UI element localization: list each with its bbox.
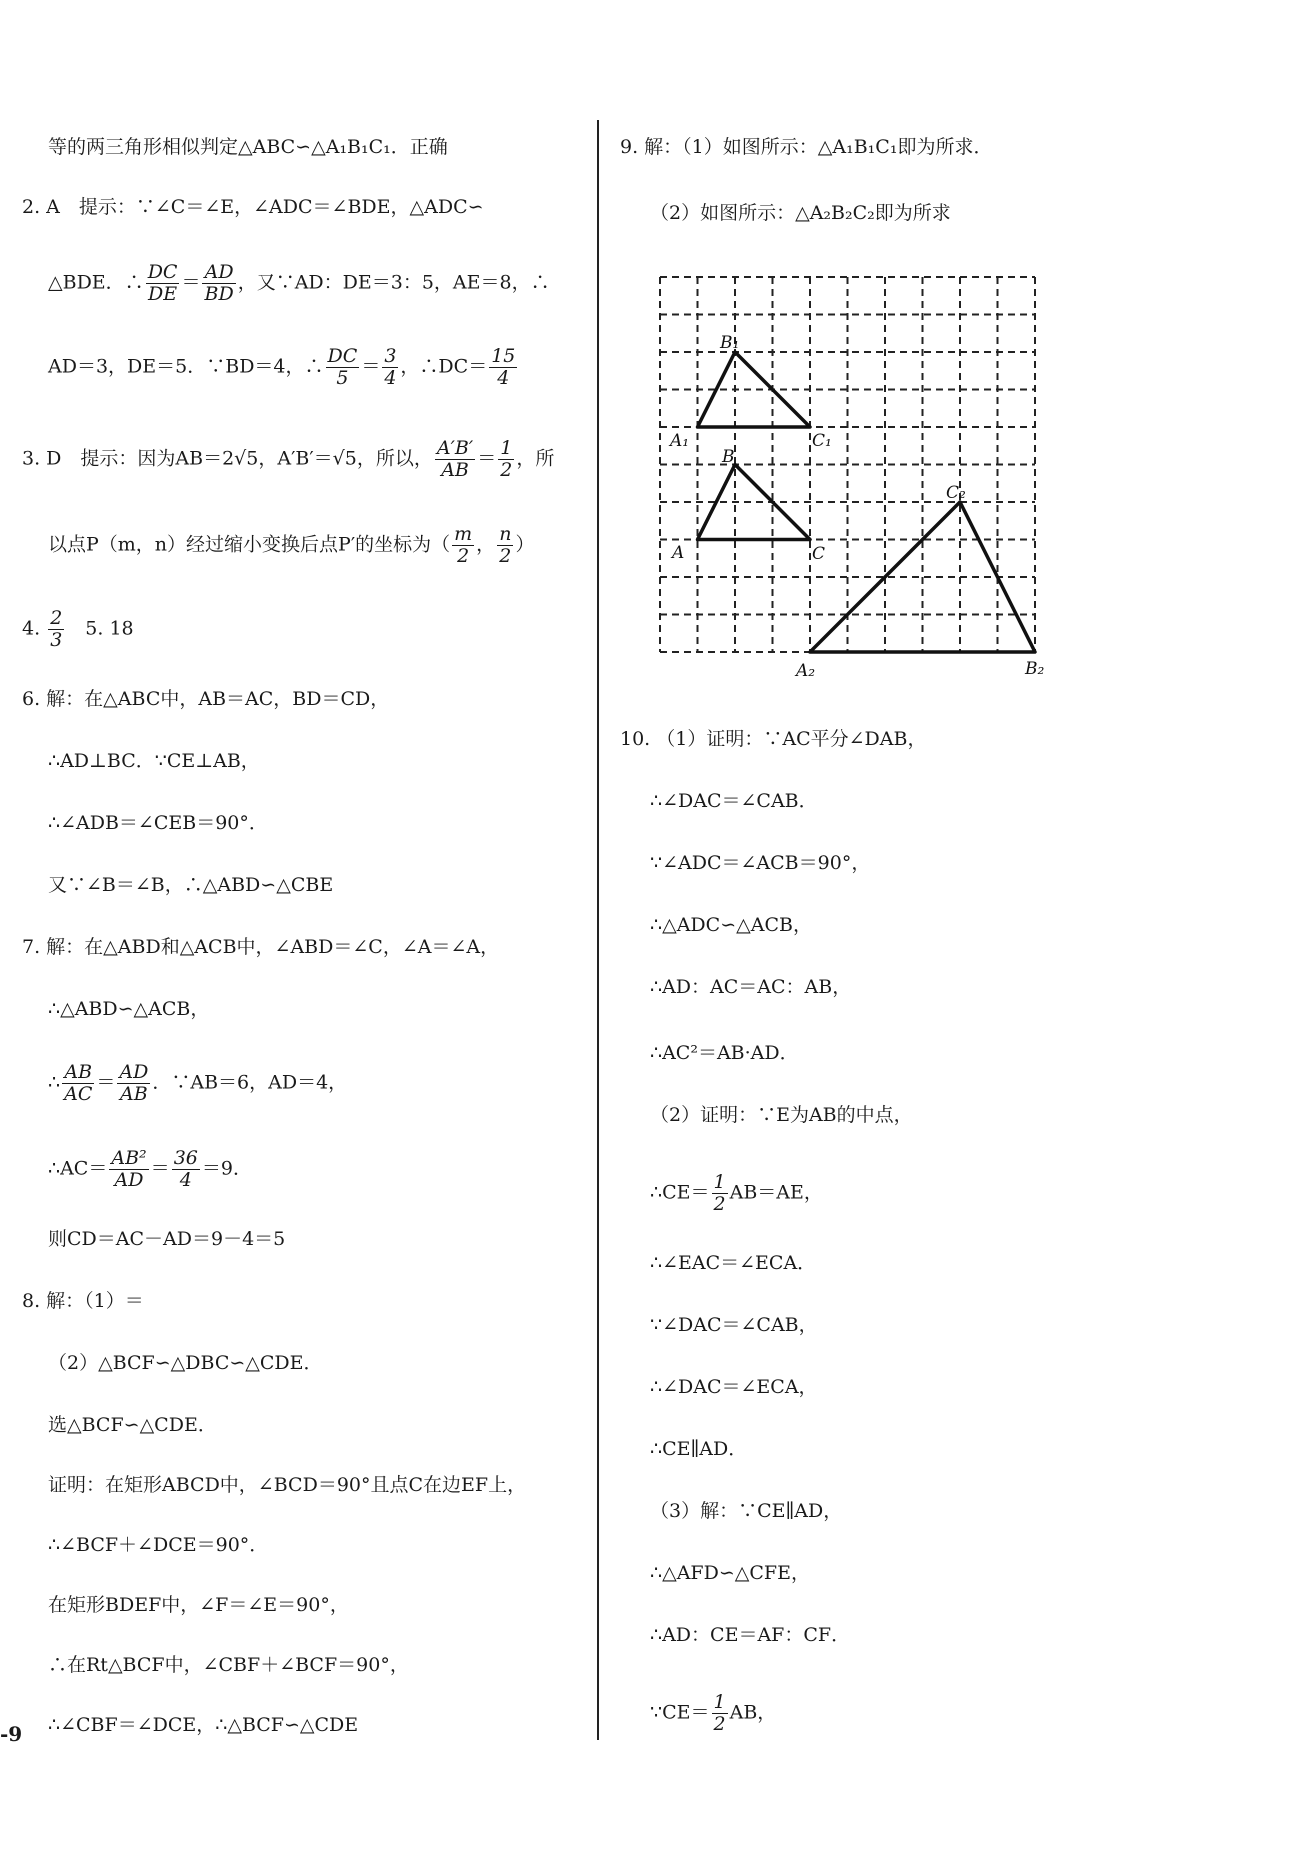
- q10-line-8: ∴CE＝ $\frac{1}{2}$ AB＝AE，: [650, 1171, 823, 1215]
- page-number: -9: [0, 1722, 23, 1746]
- q10-line-13: （3）解：∵CE∥AD，: [650, 1500, 843, 1522]
- label-a1: A₁: [670, 431, 690, 451]
- q10-line-1: 10. （1）证明：∵AC平分∠DAB，: [620, 728, 927, 750]
- q7-line-4: ∴AC＝ $\frac{\text{AB²}}{AD}$ ＝ $\frac{36}{4}$ ＝9．: [48, 1147, 252, 1191]
- fraction: $\frac{2}{3}$: [50, 607, 63, 651]
- text-line: 等的两三角形相似判定△ABC∽△A₁B₁C₁．正确: [48, 136, 448, 158]
- q2-line-2: △BDE．∴ $\frac{DC}{DE}$ ＝ $\frac{AD}{BD}$ ，又∵AD：DE＝3：5，AE＝8，∴: [48, 261, 550, 305]
- fraction: $\frac{m}{2}$: [454, 523, 473, 567]
- q8-line-1: 8. 解：（1）＝: [22, 1290, 144, 1312]
- q2-line-3: AD＝3，DE＝5．∵BD＝4，∴ $\frac{DC}{5}$ ＝ $\frac{3}{4}$ ，∴DC＝ $\frac{15}{4}$: [48, 345, 516, 389]
- q8-line-2: （2）△BCF∽△DBC∽△CDE．: [48, 1352, 323, 1374]
- q8-line-5: ∴∠BCF＋∠DCE＝90°．: [48, 1534, 269, 1556]
- fraction: $\frac{3}{4}$: [384, 345, 397, 389]
- q10-line-14: ∴△AFD∽△CFE，: [650, 1562, 810, 1584]
- label-c: C: [812, 544, 826, 564]
- q2-line-1: 2. A 提示：∵∠C＝∠E，∠ADC＝∠BDE，△ADC∽: [22, 196, 484, 218]
- label-a: A: [672, 543, 685, 563]
- fraction: $\frac{1}{2}$: [713, 1691, 726, 1735]
- q10-line-10: ∵∠DAC＝∠CAB，: [650, 1314, 818, 1336]
- q7-line-2: ∴△ABD∽△ACB，: [48, 998, 210, 1020]
- q8-line-8: ∴∠CBF＝∠DCE，∴△BCF∽△CDE: [48, 1714, 359, 1736]
- label-b2: B₂: [1025, 659, 1045, 679]
- q10-line-6: ∴AC²＝AB·AD．: [650, 1042, 799, 1064]
- label-c2: C₂: [946, 483, 966, 503]
- label-c1: C₁: [812, 431, 832, 451]
- dashed-grid: [660, 277, 1035, 652]
- q8-line-4: 证明：在矩形ABCD中，∠BCD＝90°且点C在边EF上，: [48, 1474, 527, 1496]
- q10-line-15: ∴AD：CE＝AF：CF．: [650, 1624, 851, 1646]
- fraction: $\frac{n}{2}$: [499, 523, 512, 567]
- q9-line-2: （2）如图所示：△A₂B₂C₂即为所求: [650, 202, 951, 224]
- q10-line-4: ∴△ADC∽△ACB，: [650, 914, 812, 936]
- q7-line-3: ∴ $\frac{AB}{AC}$ ＝ $\frac{AD}{AB}$ ．∵AB＝6，AD＝4，: [48, 1061, 348, 1105]
- q10-line-9: ∴∠EAC＝∠ECA．: [650, 1252, 817, 1274]
- fraction: $\frac{A'B'}{AB}$: [436, 437, 474, 481]
- fraction: $\frac{1}{2}$: [500, 437, 513, 481]
- q10-line-3: ∵∠ADC＝∠ACB＝90°，: [650, 852, 871, 874]
- fraction: $\frac{\text{AB²}}{AD}$: [111, 1147, 147, 1191]
- fraction: $\frac{36}{4}$: [173, 1147, 198, 1191]
- q10-line-7: （2）证明：∵E为AB的中点，: [650, 1104, 913, 1126]
- q9-line-1: 9. 解：（1）如图所示：△A₁B₁C₁即为所求．: [620, 136, 993, 158]
- q6-line-3: ∴∠ADB＝∠CEB＝90°．: [48, 812, 268, 834]
- grid-figure: [650, 262, 1090, 692]
- q8-line-6: 在矩形BDEF中，∠F＝∠E＝90°，: [48, 1594, 349, 1616]
- q6-line-2: ∴AD⊥BC．∵CE⊥AB，: [48, 750, 260, 772]
- q7-line-1: 7. 解：在△ABD和△ACB中，∠ABD＝∠C，∠A＝∠A，: [22, 936, 500, 958]
- q10-line-12: ∴CE∥AD．: [650, 1438, 748, 1460]
- q10-line-11: ∴∠DAC＝∠ECA，: [650, 1376, 818, 1398]
- fraction: $\frac{DC}{DE}$: [147, 261, 178, 305]
- fraction: $\frac{DC}{5}$: [327, 345, 358, 389]
- q8-line-7: ∴在Rt△BCF中，∠CBF＋∠BCF＝90°，: [48, 1654, 409, 1676]
- q10-line-2: ∴∠DAC＝∠CAB．: [650, 790, 818, 812]
- label-b: B: [722, 447, 735, 467]
- label-a2: A₂: [796, 661, 816, 681]
- q6-line-1: 6. 解：在△ABC中，AB＝AC，BD＝CD，: [22, 688, 390, 710]
- fraction: $\frac{15}{4}$: [491, 345, 516, 389]
- fraction: $\frac{AD}{BD}$: [204, 261, 234, 305]
- column-divider: [597, 120, 599, 1740]
- fraction: $\frac{AD}{AB}$: [119, 1061, 149, 1105]
- q3-line-1: 3. D 提示：因为AB＝2√5，A′B′＝√5，所以， $\frac{A'B'}{AB}$ ＝ $\frac{1}{2}$ ，所: [22, 437, 555, 481]
- q3-line-2: 以点P（m，n）经过缩小变换后点P′的坐标为（ $\frac{m}{2}$ ， $\frac{n}{2}$ ）: [48, 523, 535, 567]
- fraction: $\frac{1}{2}$: [713, 1171, 726, 1215]
- q4-line: 4. $\frac{2}{3}$ 5. 18: [22, 607, 134, 651]
- label-b1: B₁: [720, 333, 740, 353]
- q8-line-3: 选△BCF∽△CDE．: [48, 1414, 217, 1436]
- fraction: $\frac{AB}{AC}$: [64, 1061, 93, 1105]
- q6-line-4: 又∵∠B＝∠B，∴△ABD∽△CBE: [48, 874, 334, 896]
- q7-line-5: 则CD＝AC－AD＝9－4＝5: [48, 1228, 286, 1250]
- q10-line-5: ∴AD：AC＝AC：AB，: [650, 976, 852, 998]
- q10-line-16: ∵CE＝ $\frac{1}{2}$ AB，: [650, 1691, 777, 1735]
